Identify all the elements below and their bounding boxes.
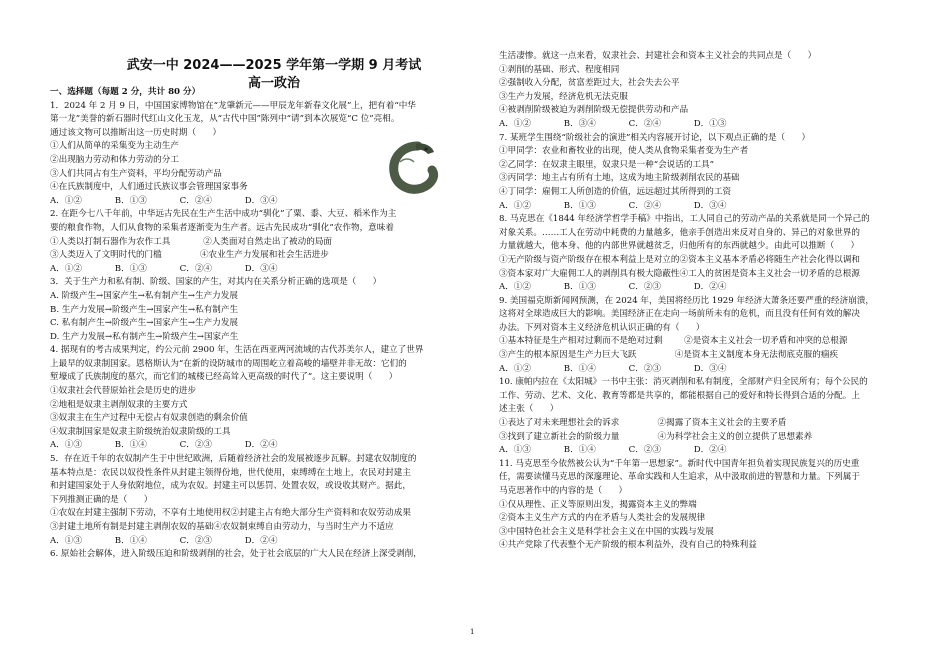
text-line: 4. 据现有的考古成果判定，约公元前 2900 年，生活在西亚两河流域的古代苏美尔人，建立了世界 [50, 345, 424, 356]
text-line: ①基本特征是生产相对过剩而不是绝对过剩 ②是资本主义社会一切矛盾和冲突的总根源 [499, 336, 848, 347]
text-line: ③丙同学：地主占有所有土地，这成为地主阶级剥削农民的基础 [499, 173, 740, 184]
text-line: ①仅从理性、正义等原则出发，揭露资本主义的弊端 [499, 499, 697, 510]
text-line: 5．存在近千年的农奴制产生于中世纪欧洲，后随着经济社会的发展被逐步瓦解。封建农奴制度的 [50, 454, 417, 465]
text-line: ③产生的根本原因是生产力巨大飞跃 ④是资本主义制度本身无法彻底克服的痼疾 [499, 350, 839, 361]
text-line: ③中国特色社会主义是科学社会主义在中国的实践与发展 [499, 526, 714, 537]
text-line: 这将对全球造成巨大的影响。美国经济正在走向一场前所未有的危机，而且没有任何有效的解决 [499, 309, 860, 320]
text-line: 办法。下列对资本主义经济危机认识正确的有（ ） [499, 322, 705, 333]
text-line: 述主张（ ） [499, 404, 559, 415]
text-line: 第一龙”美誉的新石器时代红山文化玉龙，从“古代中国”陈列中“请”到本次展览“C 位”亮相。 [50, 114, 400, 125]
text-line: ①人类以打制石器作为农作工具 ②人类面对自然走出了被动的局面 [50, 236, 333, 247]
page-number: 1 [470, 628, 475, 636]
text-line: ②乙同学：在奴隶主眼里，奴隶只是一种“会说话的工具” [499, 159, 715, 170]
text-line: ③奴隶主在生产过程中无偿占有奴隶创造的剩余价值 [50, 413, 248, 424]
exam-title: 武安一中 2024——2025 学年第一学期 9 月考试 [126, 58, 422, 73]
text-line: 10. 康帕内拉在《太阳城》一书中主张：消灭剥削和私有制度，全部财产归全民所有；每个公民的 [499, 377, 868, 388]
text-line: 通过该文物可以推断出这一历史时期（ ） [50, 127, 222, 138]
text-line: B. 生产力发展→阶级产生→国家产生→私有制产生 [50, 304, 239, 315]
text-line: A．①③ B．①④ C．②③ D．②④ [50, 535, 278, 546]
text-line: ①奴隶社会代替原始社会是历史的进步 [50, 386, 197, 397]
text-line: ③生产力发展，经济危机无法克服 [499, 91, 628, 102]
text-line: 任，需要读懂马克思的深邃理论、革命实践和人生追求，从中汲取前进的智慧和力量。下列属于 [499, 472, 860, 483]
text-line: 生活凄惨。就这一点来看，奴隶社会、封建社会和资本主义社会的共同点是（ ） [499, 51, 817, 61]
text-line: A. 阶级产生→国家产生→私有制产生→生产力发展 [50, 290, 238, 301]
text-line: ①农奴在封建主强制下劳动，不享有土地使用权②封建主占有绝大部分生产资料和农奴劳动成果 [50, 508, 411, 519]
text-line: ③人们共同占有生产资料，平均分配劳动产品 [50, 168, 222, 179]
text-line: 1．2024 年 2 月 9 日，中国国家博物馆在“龙肇新元——甲辰龙年新春文化展”上，把有着“中华 [50, 100, 416, 111]
text-line: A．①② B．①③ C．②③ D．②④ [499, 282, 727, 293]
text-line: 工作、劳动、艺术、文化、教育等都是共享的，都能根据自己的爱好和特长得到合适的分配。上 [499, 390, 860, 401]
text-line: ④奴隶制国家是奴隶主阶级统治奴隶阶级的工具 [50, 426, 231, 437]
text-line: 马克思著作中的内容的是（ ） [499, 486, 628, 496]
text-line: A．①② B．①③ C．②④ D．③④ [499, 200, 727, 211]
text-line: A．①② B．①③ C．②④ D．③④ [50, 263, 278, 274]
text-line: D. 生产力发展→私有制产生→阶级产生→国家产生 [50, 331, 239, 342]
text-line: ②强制收入分配，贫富差距过大，社会失去公平 [499, 78, 680, 89]
text-line: ①表达了对未来理想社会的诉求 ②揭露了资本主义社会的主要矛盾 [499, 418, 787, 429]
text-line: A．①② B．①④ C．②③ D．③④ [499, 363, 727, 374]
text-line: ①剥削的基础、形式、程度相同 [499, 64, 620, 75]
text-line: 2. 在距今七八千年前，中华远古先民在生产生活中成功“驯化”了粟、黍、大豆、稻米作为主 [50, 209, 397, 220]
text-line: A．①③ B．①④ C．②③ D．②④ [499, 445, 727, 456]
text-line: ①甲同学：农业和畜牧业的出现，使人类从食物采集者变为生产者 [499, 146, 749, 157]
text-line: ②地租是奴隶主剥削奴隶的主要方式 [50, 399, 188, 410]
text-line: A．①② B．①③ C．②④ D．③④ [50, 195, 278, 206]
text-line: ④被剥削阶级被迫为剥削阶级无偿提供劳动和产品 [499, 105, 689, 116]
text-line: ③人类迈入了文明时代的门槛 ④农业生产力发展和社会生活进步 [50, 250, 329, 261]
text-line: 7. 某班学生围绕“阶级社会的演进”相关内容展开讨论，以下观点正确的是（ ） [499, 132, 811, 143]
text-line: 9. 美国福克斯新闻网预测，在 2024 年，美国将经历比 1929 年经济大萧条还要严重的经济崩溃， [499, 295, 874, 306]
jade-dragon-image [380, 140, 450, 196]
text-line: 对象关系。……工人在劳动中耗费的力量越多，他亲手创造出来反对自身的、异己的对象世界的 [499, 227, 860, 238]
text-line: 基本特点是：农民以奴役性条件从封建主领得份地，世代使用，束缚缚在土地上，农民对封建主 [50, 467, 411, 478]
text-line: ①无产阶级与资产阶级存在根本利益上是对立的②资本主义基本矛盾必将随生产社会化得以调和 [499, 254, 860, 265]
text-line: ③资本家对广大雇佣工人的剥削具有极大隐蔽性④工人的贫困是资本主义社会一切矛盾的总根源 [499, 268, 860, 279]
text-line: 6. 原始社会解体，进入阶级压迫和阶级剥削的社会，处于社会底层的广大人民在经济上深受剥削， [50, 549, 422, 560]
text-line: 8. 马克思在《1844 年经济学哲学手稿》中指出，工人同自己的劳动产品的关系就是同一个异己的 [499, 214, 870, 225]
text-line: ④共产党除了代表整个无产阶级的根本利益外，没有自己的特殊利益 [499, 540, 757, 551]
right-column [499, 50, 911, 553]
text-line: A．①③ B．①④ C．②③ D．②④ [50, 440, 278, 451]
text-line: 堑壕成了氏族制度的墓穴，而它们的城楼已经高耸入更高级的时代了”。这主要说明（ ） [50, 372, 398, 383]
exam-subject: 高一政治 [247, 76, 300, 91]
text-line: 和封建国家处于人身依附地位，成为农奴。封建主可以惩罚、处置农奴，或设收其财产。据此， [50, 481, 411, 492]
text-line: 3．关于生产力和私有制、阶级、国家的产生，对其内在关系分析正确的选项是（ ） [50, 277, 382, 288]
section-heading: 一、选择题（每题 2 分，共计 80 分） [50, 87, 201, 97]
text-line: 要的粮食作物，人们从食物的采集者逐渐变为生产者。远古先民成功“驯化”农作物，意味着 [50, 222, 394, 233]
text-line: ①人们从简单的采集变为主动生产 [50, 141, 179, 152]
text-line: ④在氏族制度中，人们通过氏族议事会管理国家事务 [50, 182, 248, 193]
text-line: ②出现脑力劳动和体力劳动的分工 [50, 154, 179, 165]
text-line: ③找到了建立新社会的阶级力量 ④为科学社会主义的创立提供了思想素养 [499, 431, 813, 442]
text-line: ③封建土地所有制是封建主剥削农奴的基础④农奴制束缚自由劳动力，与当时生产力不适应 [50, 522, 394, 532]
text-line: 力量就越大，他本身、他的内部世界就越贫乏，归他所有的东西就越少。由此可以推断（ ） [499, 241, 860, 252]
text-line: ④丁同学：雇佣工人所创造的价值，远远超过其所得到的工资 [499, 186, 732, 197]
text-line: C. 私有制产生→阶级产生→国家产生→生产力发展 [50, 318, 239, 329]
text-line: ②资本主义生产方式的内在矛盾与人类社会的发展规律 [499, 513, 706, 524]
text-line: 11. 马克思至今依然被公认为“千年第一思想家”。新时代中国青年担负着实现民族复兴的历史重 [499, 458, 860, 469]
text-line: 下列推测正确的是（ ） [50, 494, 153, 505]
text-line: A．①② B．③④ C．②④ D．①③ [499, 118, 727, 129]
text-line: 上最早的奴隶制国家。恩格斯认为“在新的设防城市的周围屹立着高峻的墙壁并非无故：它们的 [50, 358, 407, 369]
